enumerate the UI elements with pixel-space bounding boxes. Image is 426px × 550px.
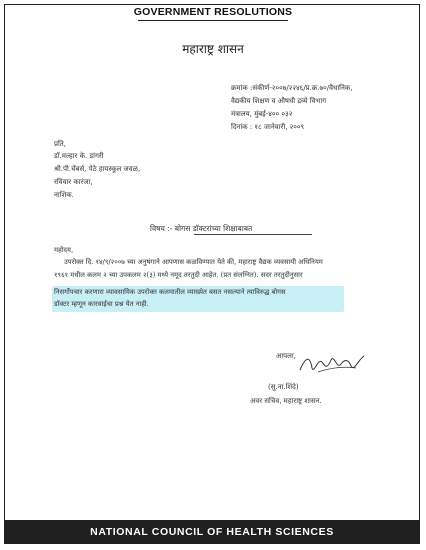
salutation: महोदय, — [54, 246, 74, 254]
recipient-city: नाशिक. — [54, 191, 74, 199]
office-title: महाराष्ट्र शासन — [182, 42, 244, 56]
header-underline — [138, 20, 288, 21]
closing: आपला, — [276, 352, 296, 360]
body-text-line: निसर्गोपचार करणारा व्यावसायिक उपरोक्त कलमातील व्याख्येत बसत नसल्याने त्याविरुद्ध बोगस — [54, 288, 286, 296]
body-text-line: १९६१ मधील कलम २ च्या उपकलम २(३) मध्ये नमूद तरतुदी आहेत. (प्रत संलग्नित). सदर तरतुदीनुसार — [54, 271, 303, 279]
ministry-address: मंत्रालय, मुंबई-४०० ०३२ — [231, 110, 293, 118]
signature-image — [296, 348, 368, 378]
department-line: वैद्यकीय शिक्षण व औषधी द्रव्ये विभाग — [231, 97, 327, 105]
header-title: GOVERNMENT RESOLUTIONS — [133, 6, 293, 18]
recipient-address-line: श्री.पी.चेंबर्स, पेठे हायस्कूल जवळ, — [54, 165, 141, 173]
recipient-name: डॉ.मल्हार के. डांगरी — [54, 152, 104, 160]
address-to: प्रति, — [54, 140, 67, 148]
signatory-name: (सु.ना.शिंदे) — [268, 383, 299, 391]
footer-bar — [5, 520, 419, 544]
subject-line: विषय :- बोगस डॉक्टरांच्या शिक्षाबाबत — [150, 224, 253, 233]
recipient-address-line: रविवार कारंजा, — [54, 178, 93, 186]
signatory-title: अवर सचिव, महाराष्ट्र शासन. — [250, 397, 322, 405]
subject-underline — [194, 234, 312, 235]
body-text-line: डॉक्टर म्हणून कारवाईचा प्रश्न येत नाही. — [54, 300, 149, 308]
body-text-line: उपरोक्त दि. १४/९/२००७ च्या अनुषंगाने आपणास कळविण्यात येते की, महाराष्ट्र वैद्यक व्यवसायी अधिनियम — [64, 258, 323, 266]
footer-text: NATIONAL COUNCIL OF HEALTH SCIENCES — [90, 526, 334, 538]
reference-number: क्रमांक :संकीर्ण-२००७/२२४६/प्र.क्र.७०/वैधानिक, — [231, 84, 353, 92]
document-date: दिनांक : १८ जानेवारी, २००९ — [231, 123, 305, 131]
